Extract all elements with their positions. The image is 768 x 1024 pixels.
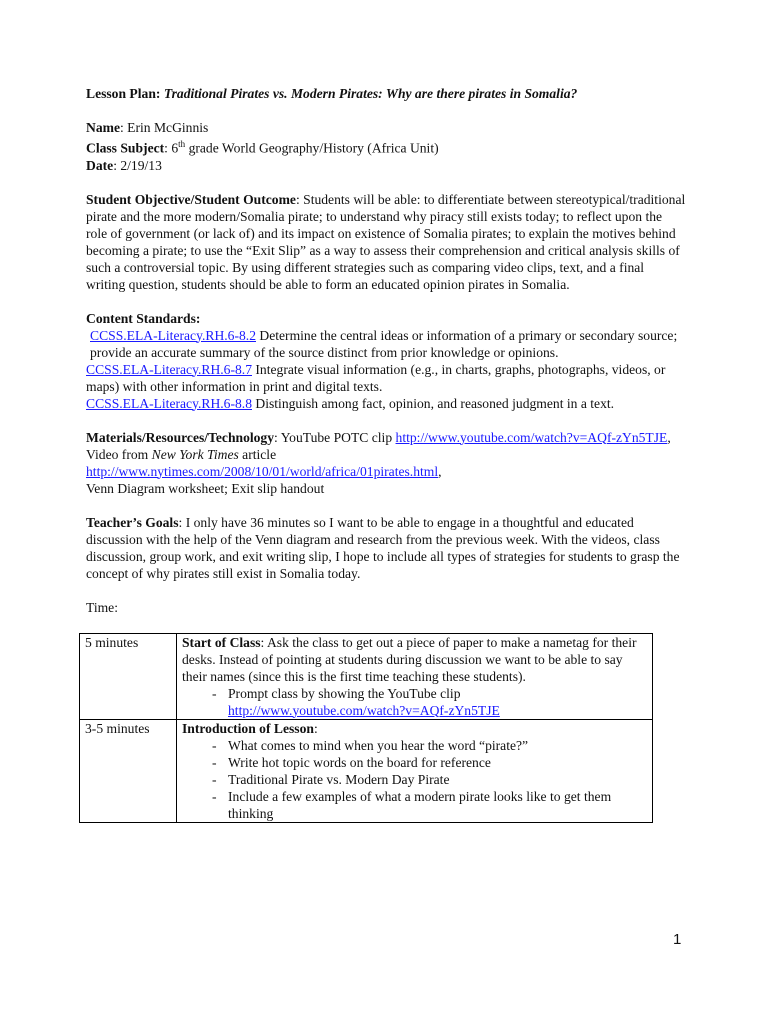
- name-line: Name: Erin McGinnis: [86, 120, 209, 135]
- schedule-table: [79, 633, 653, 823]
- materials-paragraph: Materials/Resources/Technology: YouTube POTC clip http://www.youtube.com/watch?v=AQf-zYn5TJE, Video from New York Times article http://www.nytimes.com/2008/10/01/world/africa/01pirates.html, Venn Diagram worksheet; Exit slip handout: [86, 429, 671, 496]
- standard-link[interactable]: CCSS.ELA-Literacy.RH.6-8.8: [86, 395, 252, 411]
- time-cell: 5 minutes: [80, 633, 177, 719]
- activity-cell: Introduction of Lesson: - What comes to mind when you hear the word “pirate?” - Write hot topic words on the board for reference - Traditional Pirate vs. Modern Day Pirate - Include a few examples of what a modern pirate looks like to get them thinking: [177, 719, 653, 822]
- page-number: 1: [673, 931, 682, 948]
- table-row: [80, 719, 653, 822]
- bullet-list: [182, 685, 646, 719]
- table-row: [80, 633, 653, 719]
- goals-paragraph: Teacher’s Goals: I only have 36 minutes so I want to be able to engage in a thoughtful and educated discussion with the help of the Venn diagram and research from the previous week. With the videos, class discussion, group work, and exit writing slip, I hope to include all types of strategies for students to grasp the concept of why pirates still exist in Somalia today.: [86, 514, 680, 581]
- list-item: - Include a few examples of what a modern pirate looks like to get them thinking: [212, 788, 646, 822]
- standard-link[interactable]: CCSS.ELA-Literacy.RH.6-8.7: [86, 361, 252, 377]
- standard-link[interactable]: CCSS.ELA-Literacy.RH.6-8.2: [90, 327, 256, 343]
- list-item: - Traditional Pirate vs. Modern Day Pirate: [212, 771, 646, 788]
- list-item: - Write hot topic words on the board for reference: [212, 754, 646, 771]
- date-line: Date: 2/19/13: [86, 157, 162, 173]
- nytimes-link[interactable]: http://www.nytimes.com/2008/10/01/world/africa/01pirates.html: [86, 463, 439, 479]
- activity-cell: Start of Class: Ask the class to get out a piece of paper to make a nametag for their desks. Instead of pointing at students during discussion we want to be able to say their names (since this is the first time teaching these students). - Prompt class by showing the YouTube clip http://www.youtube.com/watch?v=AQf-zYn5TJE: [177, 633, 653, 719]
- time-label: Time:: [86, 599, 118, 615]
- youtube-link[interactable]: http://www.youtube.com/watch?v=AQf-zYn5TJE: [228, 702, 500, 718]
- bullet-list: [182, 737, 646, 822]
- objective-paragraph: Student Objective/Student Outcome: Students will be able: to differentiate between stereotypical/traditional pirate and the more modern/Somalia pirate; to understand why piracy still exists today; to reflect upon the role of government (or lack of) and its impact on existence of Somalia pirates; to explain the motives behind becoming a pirate; to use the “Exit Slip” as a way to assess their comprehension and critical analysis skills of such a controversial topic. By using different strategies such as comparing video clips, text, and a final writing question, students should be able to form an educated opinion pirates in Somalia.: [86, 191, 686, 292]
- list-item: - Prompt class by showing the YouTube clip http://www.youtube.com/watch?v=AQf-zYn5TJE: [212, 685, 646, 719]
- subject-line: Class Subject: 6th grade World Geography/History (Africa Unit): [86, 139, 439, 156]
- time-cell: 3-5 minutes: [80, 719, 177, 822]
- standard-item: CCSS.ELA-Literacy.RH.6-8.2 Determine the central ideas or information of a primary or secondary source; provide an accurate summary of the source distinct from prior knowledge or opinions.: [90, 327, 678, 360]
- document-page: [86, 85, 686, 823]
- standard-item: CCSS.ELA-Literacy.RH.6-8.7 Integrate visual information (e.g., in charts, graphs, photographs, videos, or maps) with other information in print and digital texts.: [86, 361, 666, 394]
- standard-item: CCSS.ELA-Literacy.RH.6-8.8 Distinguish among fact, opinion, and reasoned judgment in a text.: [86, 395, 615, 411]
- youtube-link[interactable]: http://www.youtube.com/watch?v=AQf-zYn5TJE: [395, 429, 668, 445]
- lesson-title: Lesson Plan: Traditional Pirates vs. Modern Pirates: Why are there pirates in Somalia?: [86, 86, 578, 101]
- standards-heading: Content Standards:: [86, 310, 201, 326]
- list-item: - What comes to mind when you hear the word “pirate?”: [212, 737, 646, 754]
- lesson-title-text: Traditional Pirates vs. Modern Pirates: Why are there pirates in Somalia?: [163, 86, 578, 101]
